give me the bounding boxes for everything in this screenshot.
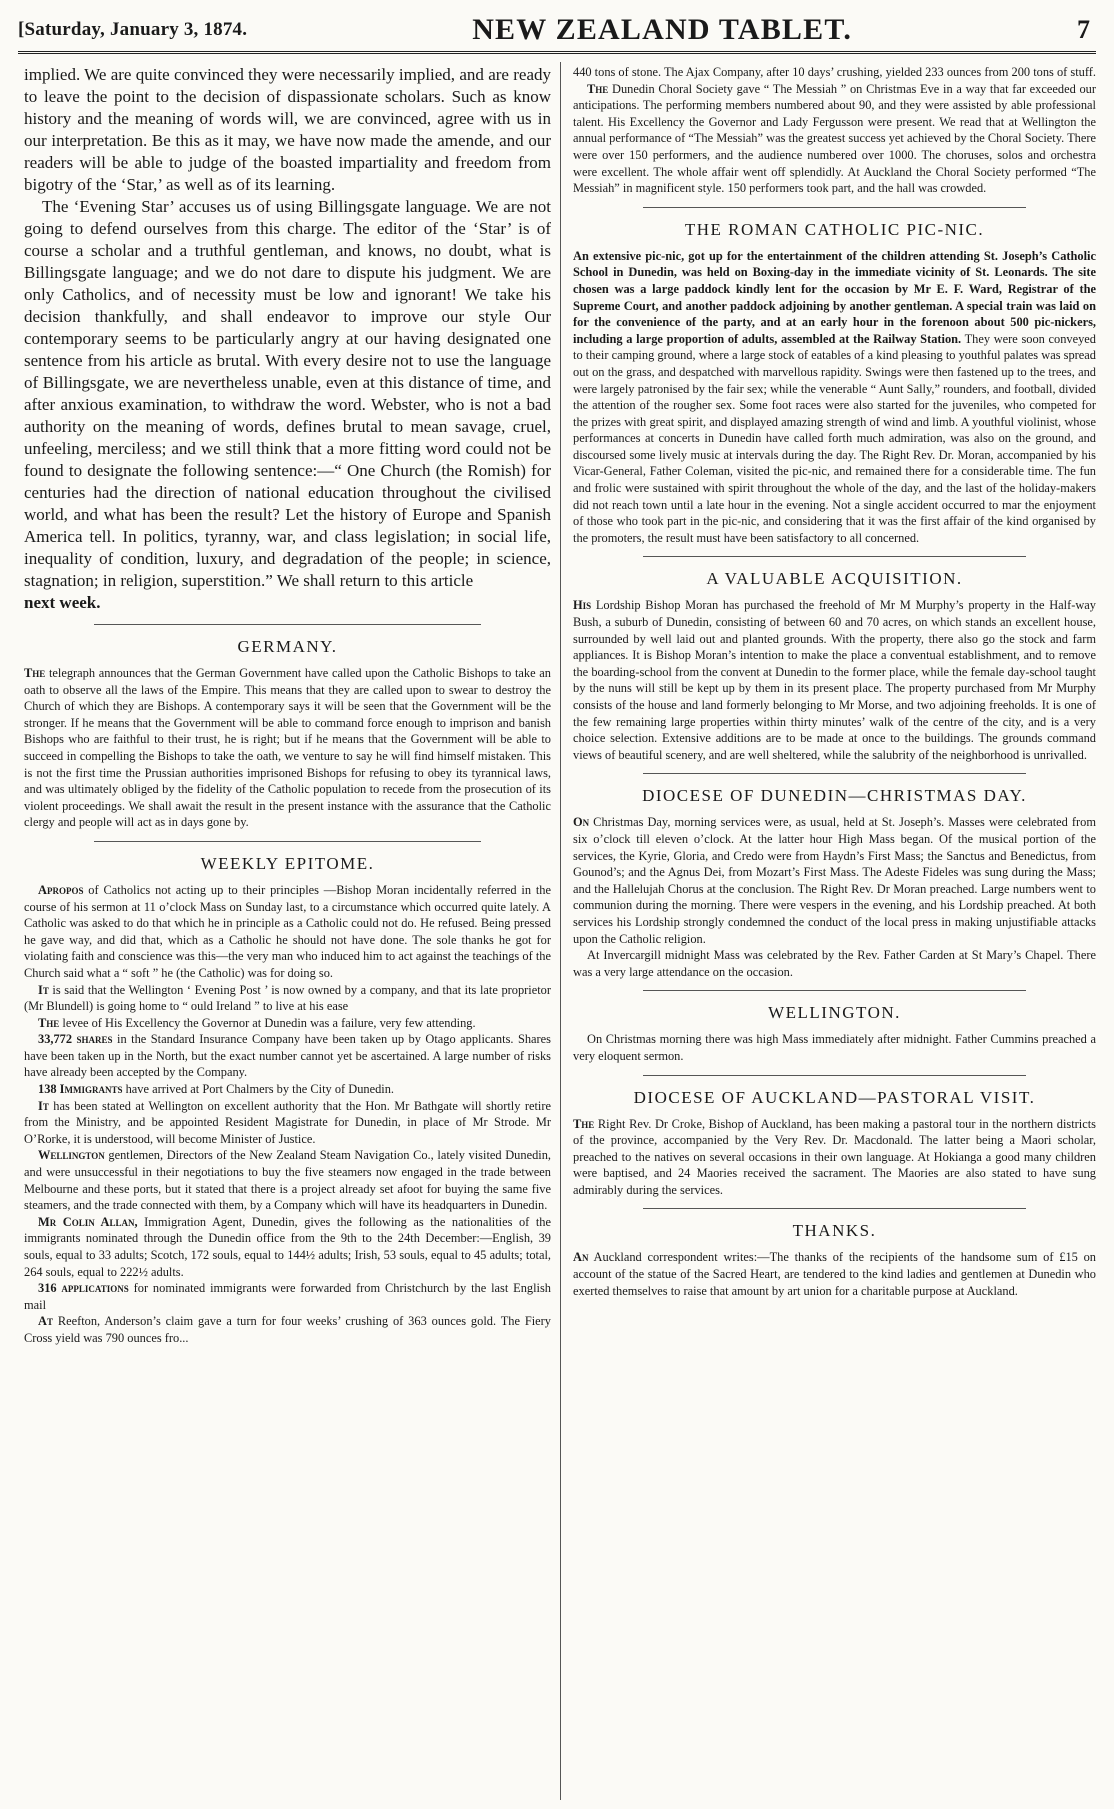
auckland-text: Right Rev. Dr Croke, Bishop of Auckland, has been making a pastoral tour in the northern districts of the province, accompanied by the Very Rev. Dr. Macdonald. The latter being a Maori scholar, preached to the natives on several occasions in their own language. At Hokianga a good many children were baptised, and 24 Maories received the sacrament. The Maories are also stated to have sung admirably during the services.	[573, 1116, 1096, 1197]
lead-word: 33,772 shares	[38, 1032, 113, 1047]
thanks-text: Auckland correspondent writes:—The thanks of the recipients of the handsome sum of £15 on account of the statue of the Sacred Heart, are tendered to the kind ladies and gentlemen at Dunedin who exerted themselves to raise that amount by art union for a charitable purpose at Auckland.	[573, 1250, 1096, 1298]
section-divider	[643, 1075, 1026, 1076]
heading-thanks: THANKS.	[792, 1221, 877, 1241]
lead-word: Mr Colin Allan,	[38, 1214, 138, 1229]
picnic-text: They were soon conveyed to their camping ground, where a large stock of eatables of a kind pleasing to youthful palates was spread out on the grass, and despatched with marvellous rapidity. Swings were then fastened up to the trees, and were largely patronised by the fair sex; while the venerable “ Aunt Sally,” rounders, and football, divided the attention of the rougher sex. Some foot races were also started for the juveniles, who competed for the prizes with great spirit, and displayed amazing strength of wind and limb. A youthful violinist, whose performances at concerts in Dunedin have called forth much admiration, was also on the ground, and discoursed some lively music at intervals during the day. The Right Rev. Dr. Moran, accompanied by his Vicar-General, Father Coleman, visited the pic-nic, and remained there for a considerable time. The fun and frolic were sustained with spirit throughout the whole of the day, and the last of the holiday-makers did not reach town until a late hour in the evening. Not a single accident occurred to mar the enjoyment of those who took part in the pic-nic, and considering that it was the first affair of the kind organised by the promoters, the result must have been satisfactory to all concerned.	[573, 331, 1096, 545]
issue-date: [Saturday, January 3, 1874.	[18, 18, 248, 40]
lead-word: His	[573, 598, 592, 613]
article-weekly-epitome	[24, 882, 551, 1347]
editorial-end: next week.	[24, 593, 101, 612]
heading-dunedin-christmas: DIOCESE OF DUNEDIN—CHRISTMAS DAY.	[642, 786, 1027, 806]
heading-wellington: WELLINGTON.	[768, 1003, 901, 1023]
picnic-bold-text: An extensive pic-nic, got up for the entertainment of the children attending St. Joseph’s Catholic School in Dunedin, was held on Boxing-day in the immediate vicinity of St. Leonards. The site chosen was a large paddock kindly lent for the occasion by Mr E. F. Ward, Registrar of the Supreme Court, and another paddock adjoining by another gentleman. A special train was laid on for the convenience of the party, and at an early hour in the forenoon about 500 pic-nickers, including a large proportion of adults, assembled at the Railway Station.	[573, 248, 1096, 346]
article-dunedin-christmas	[573, 814, 1096, 980]
newspaper-page	[18, 8, 1096, 1803]
section-divider	[643, 207, 1026, 208]
lead-word: The	[587, 81, 609, 96]
column-divider	[560, 62, 561, 1800]
lead-word: At	[38, 1314, 53, 1329]
heading-acquisition: A VALUABLE ACQUISITION.	[706, 569, 963, 589]
christmas-text: At Invercargill midnight Mass was celebrated by the Rev. Father Carden at St Mary’s Chapel. There was a very large attendance on the occasion.	[573, 948, 1096, 979]
lead-word: It	[38, 1098, 49, 1113]
article-germany	[24, 665, 551, 831]
section-divider	[643, 990, 1026, 991]
section-divider	[643, 556, 1026, 557]
epitome-item: for nominated immigrants were forwarded from Christchurch by the last English mail	[24, 1281, 551, 1312]
newspaper-title: NEW ZEALAND TABLET.	[472, 12, 853, 46]
epitome-item: Reefton, Anderson’s claim gave a turn for four weeks’ crushing of 363 ounces gold. The Fiery Cross yield was 790 ounces fro...	[24, 1314, 551, 1345]
epitome-item: levee of His Excellency the Governor at Dunedin was a failure, very few attending.	[59, 1015, 476, 1030]
section-divider	[94, 624, 481, 625]
christmas-text: Christmas Day, morning services were, as usual, held at St. Joseph’s. Masses were celebrated from six o’clock till eleven o’clock. At the latter hour High Mass began. Of the musical portion of the services, the Kyrie, Gloria, and Credo were from Haydn’s First Mass; the Sanctus and Benedictus, from Gounod’s; and the Agnus Dei, from Mozart’s First Mass. The Adeste Fideles was sung during the Mass; and the Hallelujah Chorus at the conclusion. The Right Rev. Dr Moran preached. Large numbers went to communion during the morning. There were vespers in the evening, and his Lordship preached. At both services his Lordship strongly condemned the conduct of the local press in making unjustifiable attacks upon the Catholic religion.	[573, 815, 1096, 946]
epitome-item: Immigration Agent, Dunedin, gives the following as the nationalities of the immigrants nominated through the Dunedin office from the 9th to the 24th December:—English, 39 souls, equal to 33 adults; Scotch, 172 souls, equal to 144½ adults; Irish, 53 souls, equal to 45 adults; total, 264 souls, equal to 222½ adults.	[24, 1214, 551, 1279]
lead-word: The	[24, 666, 46, 680]
lead-word: The	[573, 1116, 595, 1131]
editorial-continued	[24, 64, 551, 614]
lead-word: It	[38, 982, 49, 997]
choral-text: Dunedin Choral Society gave “ The Messiah ” on Christmas Eve in a way that far exceeded our anticipations. The performing members numbered about 90, and they were assisted by able professional talent. His Excellency the Governor and Lady Fergusson were present. We read that at Wellington the annual performance of “The Messiah” was the greatest success yet achieved by the Choral Society. There were over 150 performers, and the audience numbered over 1000. The choruses, solos and orchestra were excellent. The whole affair went off splendidly. At Auckland the Choral Society performed “The Messiah” in magnificent style. 150 performers took part, and the hall was crowded.	[573, 81, 1096, 196]
lead-word: Apropos	[38, 882, 84, 897]
section-divider	[643, 773, 1026, 774]
article-picnic	[573, 248, 1096, 547]
heading-weekly-epitome: WEEKLY EPITOME.	[200, 853, 375, 873]
article-acquisition	[573, 597, 1096, 763]
lead-word: 316 applications	[38, 1281, 129, 1296]
heading-picnic: THE ROMAN CATHOLIC PIC-NIC.	[684, 219, 985, 239]
article-thanks	[573, 1249, 1096, 1299]
acquisition-text: Lordship Bishop Moran has purchased the freehold of Mr M Murphy’s property in the Half-way Bush, a suburb of Dunedin, consisting of between 60 and 70 acres, on which stands an excellent house, surrounded by well laid out and planted grounds. With the property, there also go the stock and farm appliances. It is Bishop Moran’s intention to make the place a conventual establishment, and to remove the boarding-school from the convent at Dunedin to the former place, while the female day-school taught by the nuns will still be kept up by them in its present place. The property purchased from Mr Murphy consists of the house and land formerly belonging to Mr Morse, and two adjoining freeholds. It is one of the few remaining large properties within thirty minutes’ walk of the centre of the city, and is a very choice selection. Extensive additions are to be made at once to the buildings. The grounds command views of beautiful scenery, and are well sheltered, while the salubrity of the neighborhood is unrivalled.	[573, 598, 1096, 762]
editorial-paragraph: implied. We are quite convinced they were necessarily implied, and are ready to leave the point to the decision of dispassionate scholars. Such as know history and the meaning of words will, we are convinced, agree with us in our interpretation. Be this as it may, we have now made the amende, and our readers will be able to judge of the boasted impartiality and freedom from bigotry of the ‘Star,’ as well as of its learning.	[24, 65, 551, 194]
heading-germany: GERMANY.	[237, 637, 338, 656]
lead-word: On	[573, 815, 590, 830]
mining-text: 440 tons of stone. The Ajax Company, after 10 days’ crushing, yielded 233 ounces from 200 tons of stuff.	[573, 65, 1096, 79]
left-column	[24, 64, 551, 1799]
article-auckland	[573, 1116, 1096, 1199]
masthead	[18, 8, 1096, 54]
right-column	[573, 64, 1096, 1799]
mining-continued	[573, 64, 1096, 197]
section-divider	[94, 841, 481, 842]
lead-word: An	[573, 1250, 589, 1265]
lead-word: The	[38, 1015, 60, 1030]
lead-word: 138 Immigrants	[38, 1082, 123, 1097]
article-wellington	[573, 1031, 1096, 1064]
wellington-text: On Christmas morning there was high Mass immediately after midnight. Father Cummins preached a very eloquent sermon.	[573, 1032, 1096, 1063]
editorial-paragraph: The ‘Evening Star’ accuses us of using Billingsgate language. We are not going to defend ourselves from this charge. The editor of the ‘Star’ is of course a scholar and a truthful gentleman, and knows, no doubt, what is Billingsgate language; and we do not dare to dispute his judgment. We are only Catholics, and of necessity must be low and ignorant! We take his decision thankfully, and shall endeavor to improve our style Our contemporary seems to be particularly angry at our having designated one sentence from his article as brutal. With every desire not to use the language of Billingsgate, we are nevertheless unable, even at this distance of time, and after anxious examination, to withdraw the word. Webster, who is not a bad authority on the meaning of words, defines brutal to mean savage, cruel, unfeeling, merciless; and we still think that a more fitting word could not be found to designate the following sentence:—“ One Church (the Romish) for centuries had the direction of national education throughout the civilised world, and what has been the result? Let the history of Europe and Spanish America tell. In politics, tyranny, war, and class legislation; in social life, inequality of condition, luxury, and degradation of the people; in science, stagnation; in religion, superstition.” We shall return to this article	[24, 197, 551, 590]
epitome-item: of Catholics not acting up to their principles —Bishop Moran incidentally referred in the course of his sermon at 11 o’clock Mass on Sunday last, to a circumstance which occurred quite lately. A Catholic was asked to do that which he in principle as a Catholic could not do. He refused. Being pressed he gave way, and did that, which as a Catholic he should not have done. The sole thanks he got for violating faith and conscience was this—the very man who induced him to act against the teachings of the Church said what a “ soft ” he (the Catholic) was for doing so.	[24, 882, 551, 980]
article-text: telegraph announces that the German Government have called upon the Catholic Bishops to take an oath to observe all the laws of the Empire. This means that they are called upon to swear to destroy the Church of which they are Bishops. A contemporary says it will be seen that the Government will be the stronger. If he means that the Government will be able to command force enough to imprison and banish Bishops who are faithful to their trust, he is right; but if he means that the Government will be able to succeed in compelling the Bishops to take the oath, we venture to say he will find himself mistaken. This is not the first time the Prussian authorities imprisoned Bishops for refusing to obey its tyrannical laws, and was ultimately obliged by the fidelity of the Catholic population to recede from the prosecution of its violent proceedings. We shall await the result in the present instance with the assurance that the Catholic clergy and people will act as in days gone by.	[24, 666, 551, 830]
epitome-item: in the Standard Insurance Company have been taken up by Otago applicants. Shares have been taken up in the North, but the exact number cannot yet be ascertained. A large number of risks have already been accepted by the Company.	[24, 1032, 551, 1080]
lead-word: Wellington	[38, 1148, 105, 1163]
heading-auckland: DIOCESE OF AUCKLAND—PASTORAL VISIT.	[633, 1087, 1036, 1107]
epitome-item: have arrived at Port Chalmers by the City of Dunedin.	[122, 1082, 395, 1097]
epitome-item: is said that the Wellington ‘ Evening Post ’ is now owned by a company, and that its late proprietor (Mr Blundell) is going home to “ ould Ireland ” to live at his ease	[24, 982, 551, 1014]
epitome-item: gentlemen, Directors of the New Zealand Steam Navigation Co., lately visited Dunedin, and were unsuccessful in their negotiations to buy the five steamers now engaged in the trade between Melbourne and these ports, but it stated that there is a project already set afoot for buying the same five steamers, and the trade connected with them, by a Company which will have its headquarters in Dunedin.	[24, 1148, 551, 1213]
page-number: 7	[1077, 14, 1090, 44]
section-divider	[643, 1208, 1026, 1209]
epitome-item: has been stated at Wellington on excellent authority that the Hon. Mr Bathgate will shortly retire from the Ministry, and be appointed Resident Magistrate for Dunedin, in place of Mr Strode. Mr O’Rorke, it is understood, will become Minister of Justice.	[24, 1098, 551, 1146]
